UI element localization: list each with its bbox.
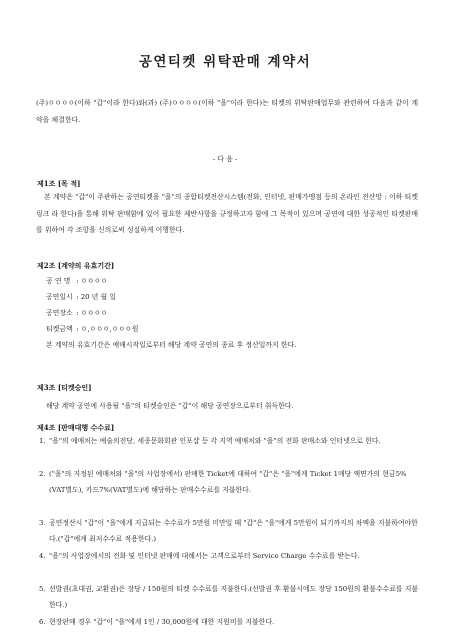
item-text: 현장판매 경우 "갑"이 "을"에게 1인 / 30,000원에 대한 지원비를 지불한다.: [49, 618, 275, 626]
item-number: 1.: [39, 437, 46, 445]
item-number: 3.: [39, 519, 46, 527]
separator-heading: - 다 음 -: [212, 155, 238, 163]
list-item: [39, 466, 421, 498]
article-1-body: 본 계약은 "갑"이 주관하는 공연티켓을 "을"의 종합티켓전산시스템(전화, 인터넷, 판매가맹점 등의 온라인 전산망 : 이하 티켓링크 라 한다)을 통해 위탁 판매함에 있어 필요한 제반사항을 규정하고자 함에 그 목적이 있으며 공연에 대한 성공적인 티켓판매를 위하여 각 조항을 신의로써 성실하게 이행한다.: [36, 193, 418, 234]
term-label: 티켓금액: [46, 325, 73, 333]
item-text: "을"의 사업장에서의 전화 및 인터넷 판매에 대해서는 고객으로부터 Service Charge 수수료를 받는다.: [49, 552, 360, 560]
item-text: "을"의 예매처는 예술의전당, 세종문화회관 인포샵 등 각 지역 예매처와 "을"의 전화 판매소와 인터넷으로 한다.: [49, 437, 381, 445]
item-text: 선발권(초대권, 교환권)은 장당 / 150원의 티켓 수수료를 지불한다.(선발권 후 환불시에도 장당 150원의 환불수수료를 지불한다.): [49, 585, 419, 609]
term-row-date: [46, 291, 116, 301]
term-label: 공 연 명: [46, 277, 71, 285]
item-text: ("을"의 지정된 예매처와 "을"의 사업장에서) 판매한 Ticket에 대하여 "갑"은 "을"에게 Ticket 1매당 액면가의 현금5%(VAT별도), 카드7%(VAT별도)에 해당하는 판매수수료를 지불한다.: [49, 470, 407, 494]
article-3-body: 해당 계약 공연에 사용될 "을"의 티켓승인은 "갑"이 해당 공연장으로부터 취득한다.: [46, 402, 294, 410]
term-label: 공연장소: [46, 309, 73, 317]
item-number: 2.: [39, 470, 46, 478]
intro-paragraph: (주)ㅇㅇㅇㅇ(이하 "갑"이라 한다)와(과) (주)ㅇㅇㅇㅇ(이하 "을"이라 한다)는 티켓의 위탁판매업무와 관련하여 다음과 같이 계약을 체결한다.: [36, 99, 418, 124]
article-2-heading: 제2조 [계약의 유효기간]: [37, 261, 115, 270]
term-row-amount: [46, 323, 138, 333]
list-item: [39, 614, 421, 630]
list-item: [39, 515, 421, 547]
term-value: : ㅇㅇㅇㅇ: [76, 277, 108, 285]
item-number: 6.: [39, 618, 46, 626]
list-item: [39, 433, 421, 449]
term-row-venue: [46, 307, 107, 317]
list-item: [39, 548, 421, 564]
term-label: 공연일시: [46, 293, 73, 301]
term-value: : ㅇㅇㅇㅇ: [76, 309, 108, 317]
article-1-heading: 제1조 [목 적]: [37, 179, 81, 188]
term-row-title: [46, 275, 107, 285]
item-number: 5.: [39, 585, 46, 593]
item-number: 4.: [39, 552, 46, 560]
item-text: 공연정산시 "갑"이 "을"에게 지급되는 수수료가 5만원 미만일 때 "갑"은 "을"에게 5만원이 되기까지의 차액을 지불하여야한다.("갑"에게 최저수수료 적용한다.): [49, 519, 418, 543]
article-3-heading: 제3조 [티켓승인]: [37, 383, 92, 392]
term-value: : ㅇ,ㅇㅇㅇ,ㅇㅇㅇ원: [76, 325, 139, 333]
document-title: 공연티켓 위탁판매 계약서: [138, 54, 312, 70]
term-value: : 20 년 월 일: [76, 293, 117, 301]
list-item: [39, 581, 421, 613]
article-4-heading: 제4조 [판매대행 수수료]: [37, 423, 115, 432]
article-2-note: 본 계약의 유효기간은 예매시작일로부터 해당 계약 공연의 종료 후 정산일까지 한다.: [46, 341, 297, 349]
